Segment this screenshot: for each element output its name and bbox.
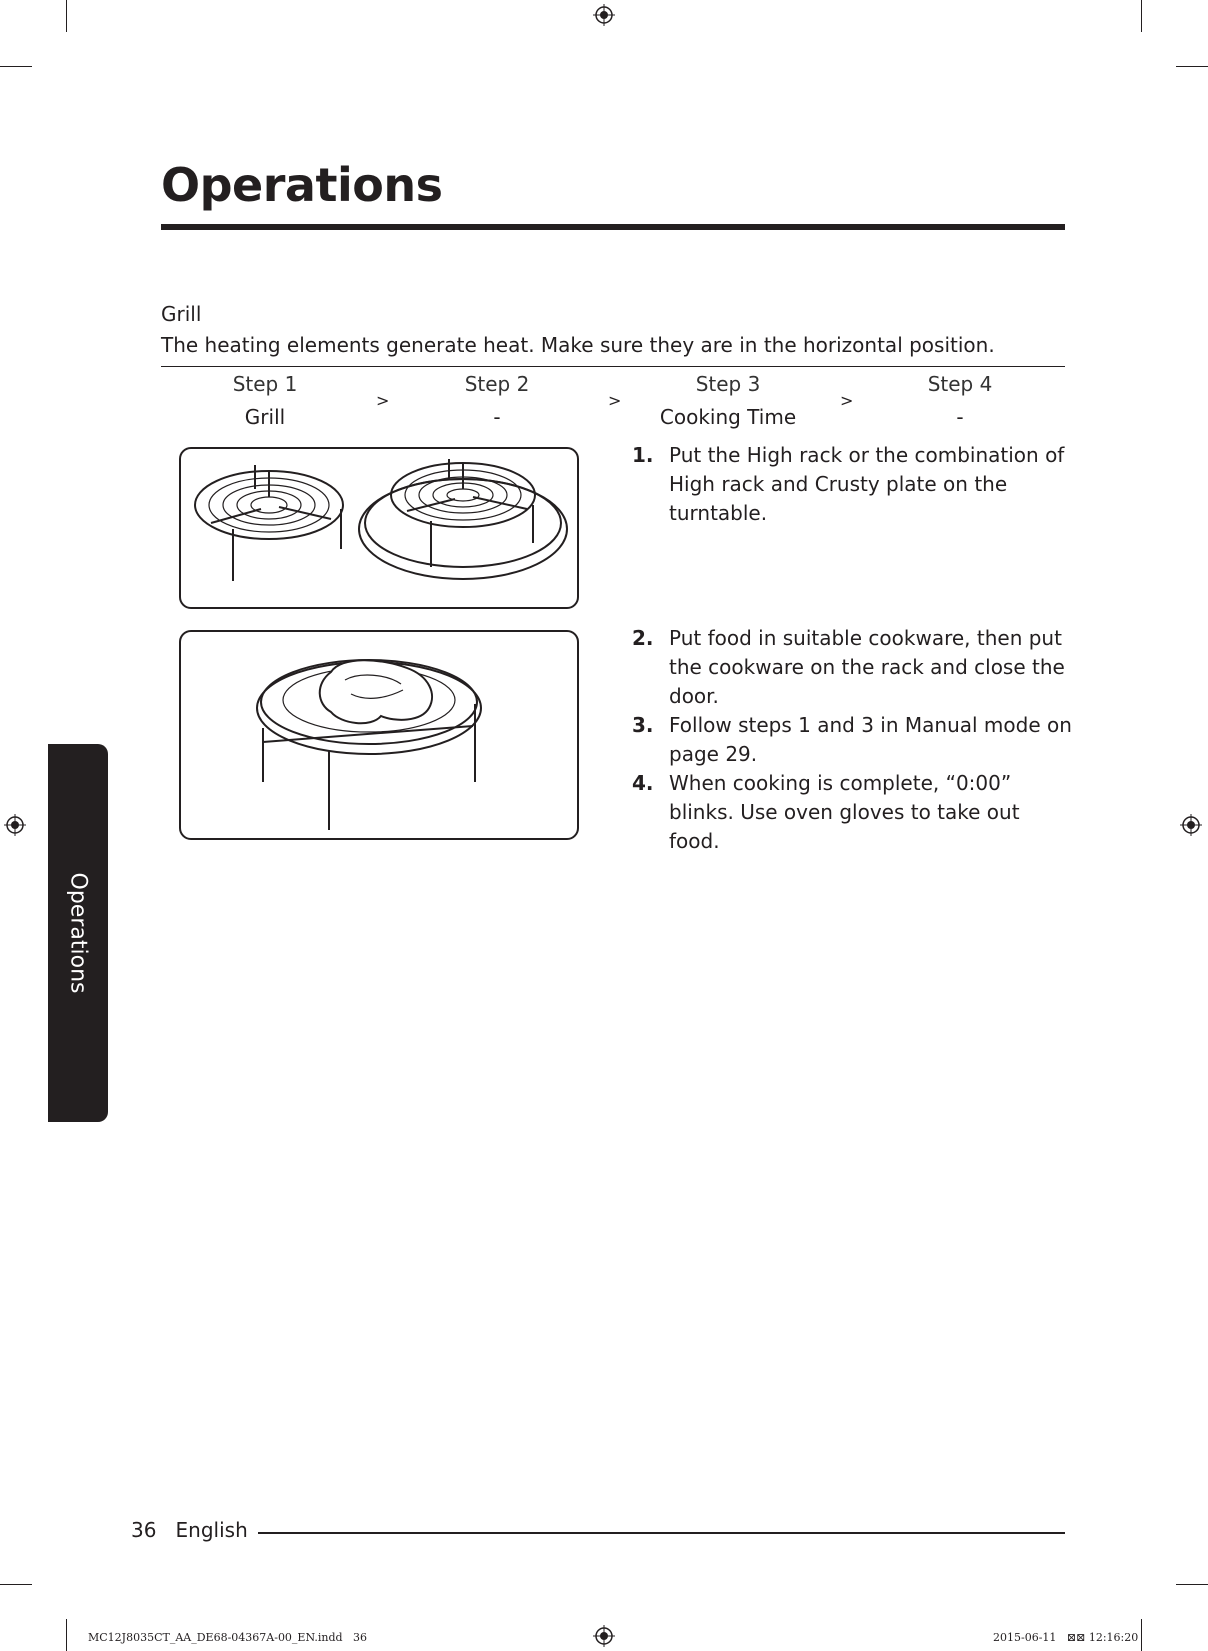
crop-mark [1141,1619,1142,1651]
step-label: Step 3 [695,372,761,396]
side-tab [48,744,108,1122]
crop-mark [1141,0,1142,32]
crop-mark [66,1619,67,1651]
crop-mark [0,66,32,67]
print-timestamp: 2015-06-11 ⊠⊠ 12:16:20 [993,1631,1139,1644]
page-number: 36 [131,1518,157,1542]
section-heading: Grill [161,302,202,326]
instruction-text-part: on page [669,713,1072,766]
step-3 [628,372,828,429]
crop-mark [0,1584,32,1585]
step-separator: > [376,391,390,410]
instruction-list-top [632,441,1072,528]
registration-mark-icon [593,4,615,26]
instruction-text: Put food in suitable cookware, then put the cookware on the rack and close the door. [669,626,1065,708]
instruction-item [632,441,1072,528]
instruction-item [632,769,1072,856]
instruction-text-part: Follow steps 1 and 3 in [669,713,905,737]
instruction-number: 3. [632,713,654,737]
rack-illustration [179,447,579,609]
instruction-item [632,711,1072,769]
footer-page-info [131,1518,248,1542]
high-rack-icon [181,449,577,607]
step-4 [860,372,1060,429]
instruction-text [669,711,1072,769]
side-tab-label: Operations [65,872,91,994]
instruction-item [632,624,1072,711]
registration-mark-icon [1180,814,1202,836]
steps-divider [161,366,1065,367]
step-separator: > [840,391,854,410]
page-reference: 29 [725,742,751,766]
crop-mark [1176,66,1208,67]
food-on-rack-illustration [179,630,579,840]
instruction-text: Put the High rack or the combination of High rack and Crusty plate on the turntable. [669,443,1065,525]
instruction-text-part: . [750,742,758,766]
crop-mark [1176,1584,1208,1585]
registration-mark-icon [593,1625,615,1647]
step-separator: > [608,391,622,410]
step-value: - [493,405,501,429]
instruction-number: 1. [632,443,654,467]
title-divider [161,224,1065,230]
page-title: Operations [161,158,443,212]
instruction-number: 2. [632,626,654,650]
instruction-text: When cooking is complete, “0:00” blinks. Use oven gloves to take out food. [669,771,1020,853]
footer-divider [258,1532,1065,1534]
step-value: Grill [244,405,286,429]
manual-mode-reference: Manual mode [904,713,1041,737]
instruction-number: 4. [632,771,654,795]
step-label: Step 2 [464,372,530,396]
step-1 [165,372,365,429]
section-description: The heating elements generate heat. Make sure they are in the horizontal position. [161,333,995,357]
step-label: Step 1 [232,372,298,396]
step-label: Step 4 [927,372,993,396]
print-file-info: MC12J8035CT_AA_DE68-04367A-00_EN.indd 36 [88,1631,368,1644]
instruction-list-bottom [632,624,1072,856]
step-value: - [956,405,964,429]
step-value: Cooking Time [659,405,797,429]
food-on-rack-icon [181,632,577,838]
step-2 [397,372,597,429]
registration-mark-icon [4,814,26,836]
crop-mark [66,0,67,32]
page-language: English [175,1518,248,1542]
